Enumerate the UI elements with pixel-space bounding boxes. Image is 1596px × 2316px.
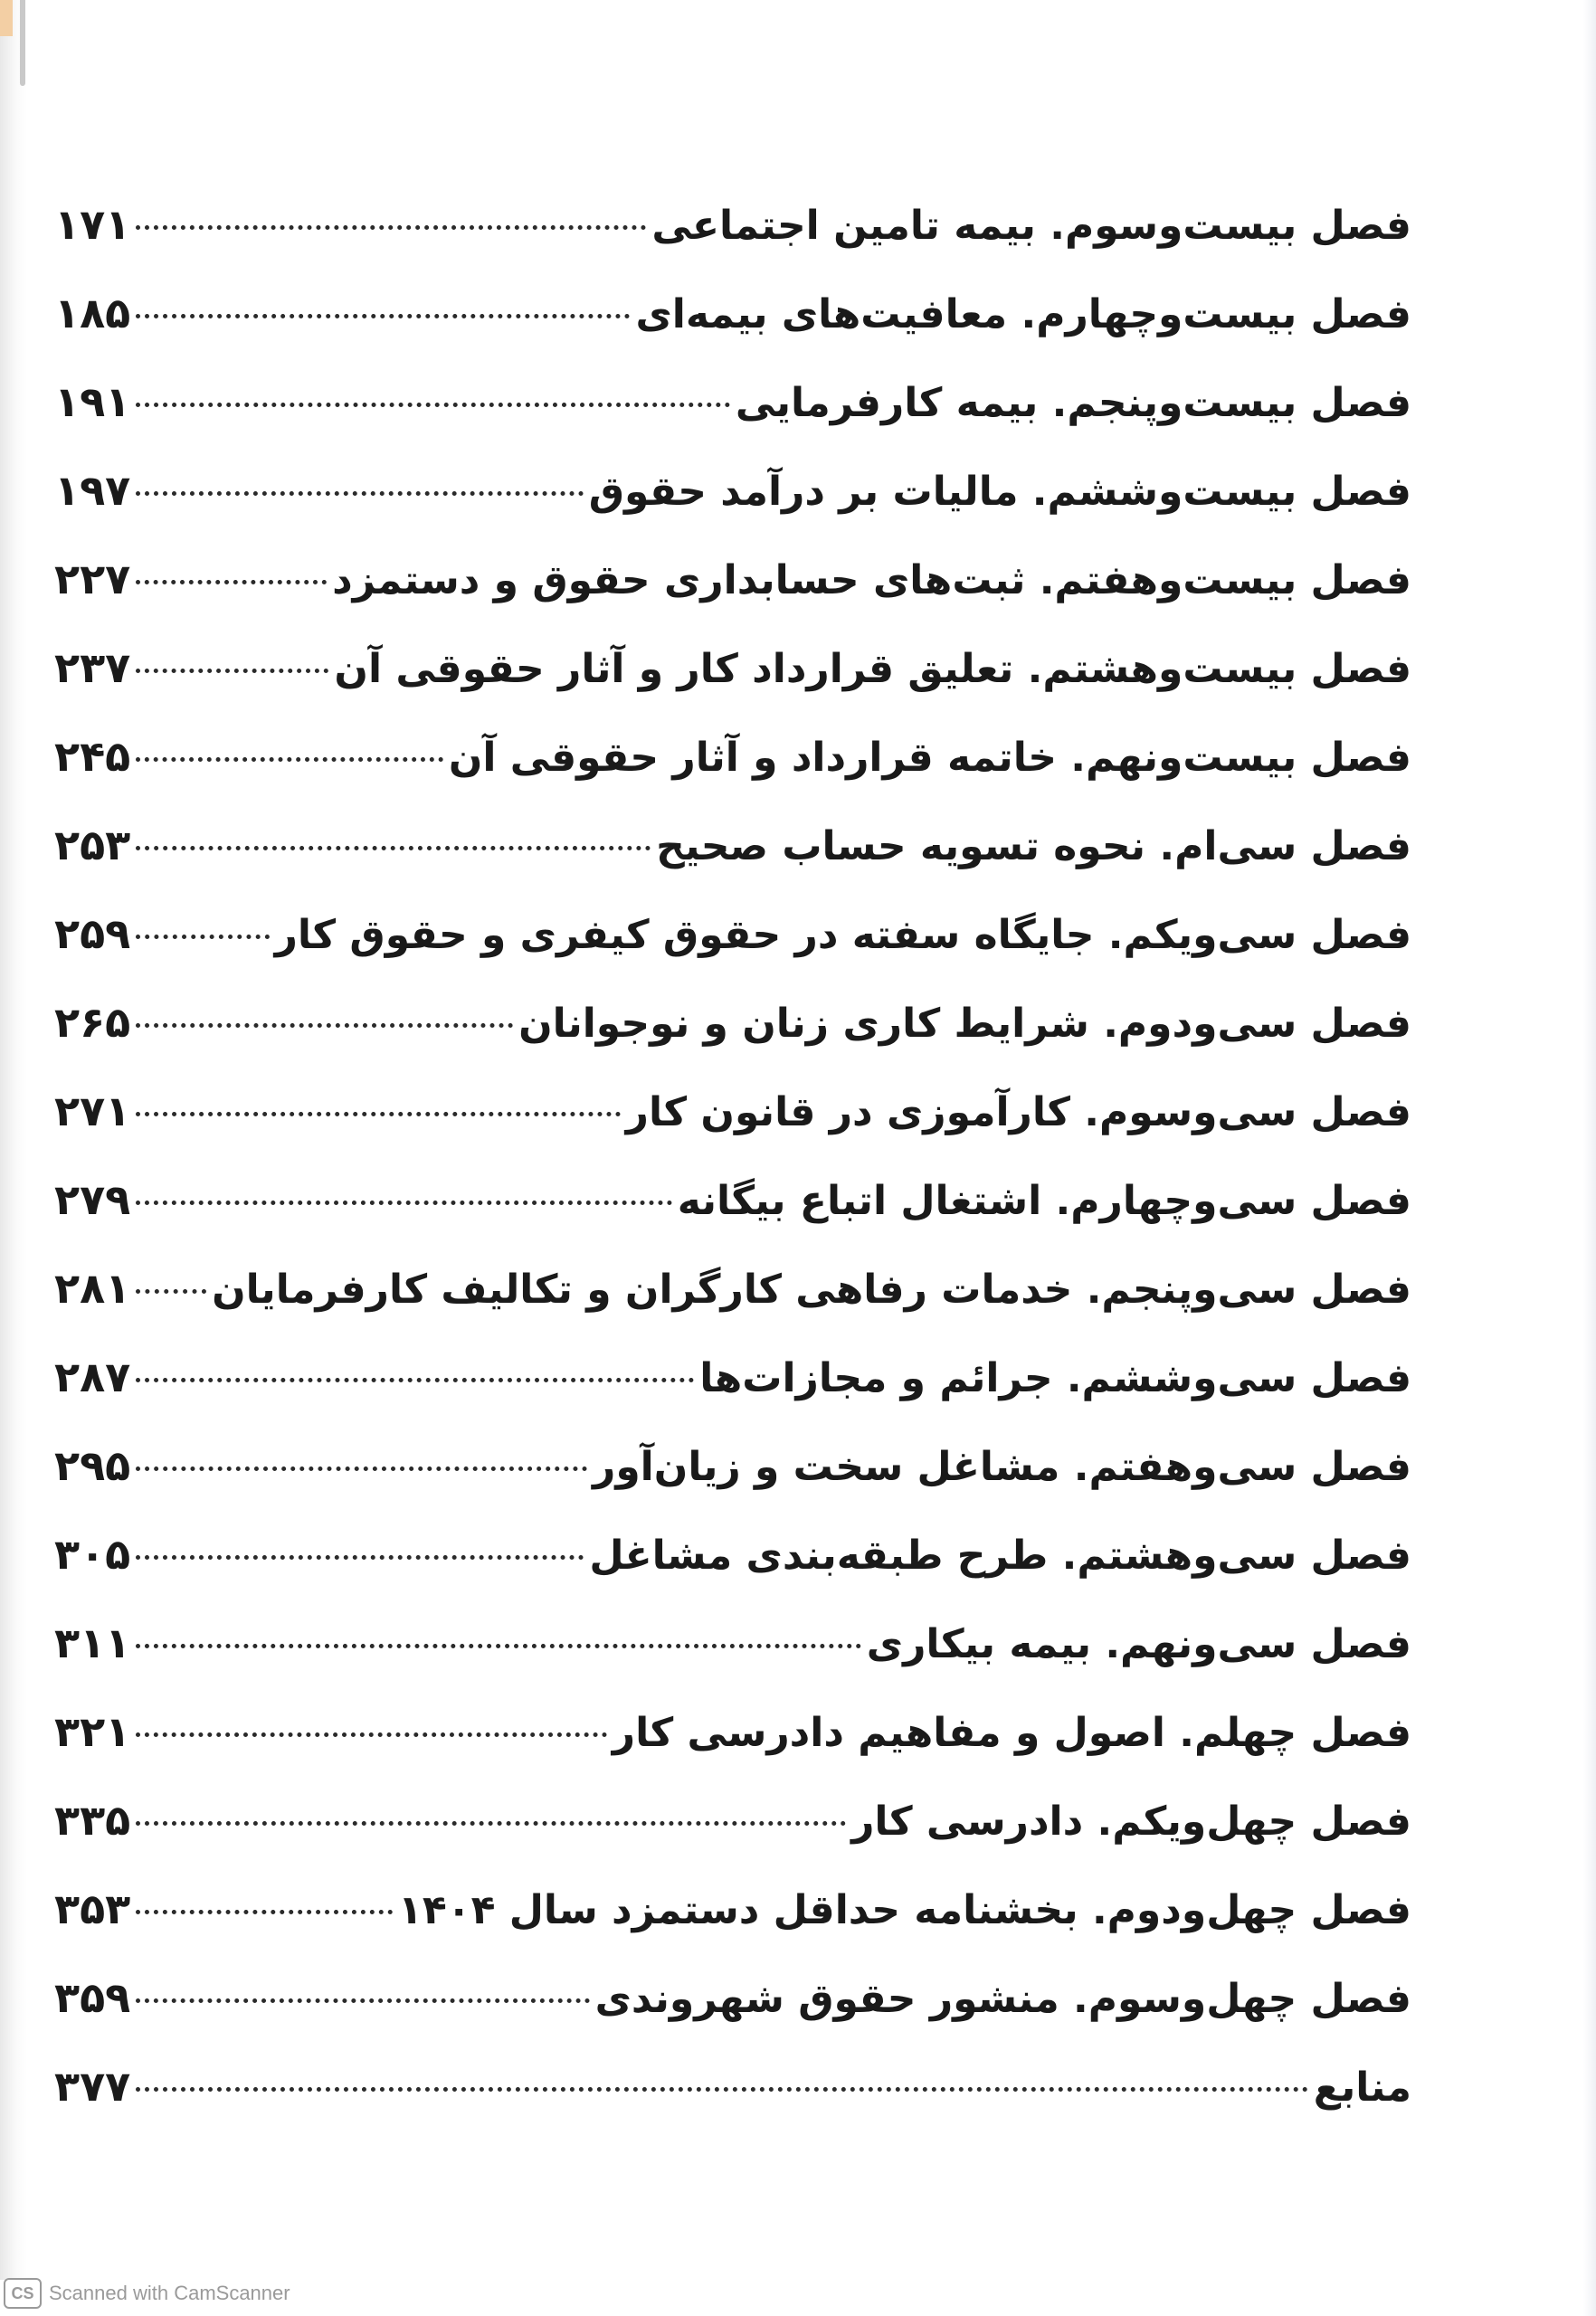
toc-entry-page-number: ۳۰۵ <box>54 1530 131 1579</box>
toc-entry-title: فصل بیست‌وهشتم. تعلیق قرارداد کار و آثار حقوقی آن <box>334 646 1411 692</box>
toc-entry <box>54 1350 1411 1438</box>
toc-entry <box>54 286 1411 375</box>
toc-dot-leader <box>136 1732 607 1737</box>
toc-entry-title: فصل سی‌ودوم. شرایط کاری زنان و نوجوانان <box>518 1001 1411 1047</box>
toc-dot-leader <box>136 1201 672 1205</box>
toc-entry <box>54 906 1411 995</box>
toc-entry <box>54 463 1411 552</box>
toc-entry-title: فصل سی‌ویکم. جایگاه سفته در حقوق کیفری و حقوق کار <box>274 912 1411 958</box>
toc-entry-title: فصل چهلم. اصول و مفاهیم دادرسی کار <box>612 1710 1411 1756</box>
toc-dot-leader <box>136 757 443 762</box>
toc-entry-page-number: ۲۹۵ <box>54 1441 131 1490</box>
toc-entry <box>54 375 1411 463</box>
toc-entry-page-number: ۲۵۹ <box>54 909 131 958</box>
toc-dot-leader <box>136 1466 587 1471</box>
toc-entry <box>54 1616 1411 1704</box>
toc-entry-page-number: ۳۱۱ <box>54 1618 131 1667</box>
toc-dot-leader <box>136 1555 584 1560</box>
toc-entry-title: منابع <box>1313 2064 1411 2111</box>
toc-entry-title: فصل سی‌وهفتم. مشاغل سخت و زیان‌آور <box>593 1444 1411 1490</box>
toc-entry-page-number: ۳۵۳ <box>54 1884 131 1933</box>
scanner-watermark <box>4 2278 290 2309</box>
toc-dot-leader <box>136 1910 393 1914</box>
toc-dot-leader <box>136 1998 589 2003</box>
toc-entry-page-number: ۱۷۱ <box>54 200 131 249</box>
toc-entry-title: فصل سی‌وششم. جرائم و مجازات‌ها <box>699 1355 1411 1401</box>
toc-entry <box>54 1793 1411 1882</box>
toc-dot-leader <box>136 1821 846 1826</box>
toc-dot-leader <box>136 403 730 407</box>
toc-dot-leader <box>136 314 630 318</box>
toc-entry-page-number: ۲۳۷ <box>54 643 131 692</box>
toc-entry-page-number: ۱۹۷ <box>54 466 131 515</box>
camscanner-logo-icon: CS <box>4 2278 42 2309</box>
toc-entry-title: فصل بیست‌ونهم. خاتمه قرارداد و آثار حقوقی آن <box>448 735 1411 781</box>
toc-entry <box>54 729 1411 818</box>
toc-entry-title: فصل بیست‌وسوم. بیمه تامین اجتماعی <box>651 203 1411 249</box>
toc-entry-title: فصل چهل‌ویکم. دادرسی کار <box>851 1799 1411 1845</box>
toc-entry-title: فصل سی‌وهشتم. طرح طبقه‌بندی مشاغل <box>589 1533 1411 1579</box>
toc-entry-page-number: ۲۸۷ <box>54 1353 131 1401</box>
toc-entry-title: فصل سی‌وچهارم. اشتغال اتباع بیگانه <box>677 1178 1411 1224</box>
toc-entry-page-number: ۱۹۱ <box>54 377 131 426</box>
toc-entry-page-number: ۲۲۷ <box>54 555 131 603</box>
toc-dot-leader <box>136 1644 861 1648</box>
toc-dot-leader <box>136 1023 513 1028</box>
toc-entry-page-number: ۲۷۱ <box>54 1087 131 1135</box>
toc-dot-leader <box>136 669 328 673</box>
toc-dot-leader <box>136 846 651 850</box>
toc-entry <box>54 1882 1411 1970</box>
toc-entry <box>54 1527 1411 1616</box>
toc-entry-title: فصل بیست‌وپنجم. بیمه کارفرمایی <box>735 380 1411 426</box>
toc-entry <box>54 995 1411 1084</box>
toc-entry-title: فصل بیست‌وهفتم. ثبت‌های حسابداری حقوق و دستمزد <box>332 557 1411 603</box>
toc-dot-leader <box>136 935 269 939</box>
page-corner-tint <box>0 0 13 36</box>
toc-entry-page-number: ۲۸۱ <box>54 1264 131 1313</box>
toc-dot-leader <box>136 1378 694 1382</box>
toc-dot-leader <box>136 580 327 584</box>
toc-entry <box>54 1970 1411 2059</box>
toc-entry-page-number: ۳۲۱ <box>54 1707 131 1756</box>
toc-entry-title: فصل سی‌وسوم. کارآموزی در قانون کار <box>625 1089 1411 1135</box>
toc-entry-page-number: ۲۵۳ <box>54 821 131 869</box>
toc-entry-page-number: ۲۷۹ <box>54 1175 131 1224</box>
toc-dot-leader <box>136 1289 206 1294</box>
toc-entry-page-number: ۲۶۵ <box>54 998 131 1047</box>
toc-entry <box>54 2059 1411 2148</box>
toc-dot-leader <box>136 1112 620 1116</box>
toc-entry-title: فصل چهل‌ودوم. بخشنامه حداقل دستمزد سال ۱۴۰۴ <box>398 1887 1411 1933</box>
toc-entry-page-number: ۳۳۵ <box>54 1796 131 1845</box>
toc-entry-page-number: ۲۴۵ <box>54 732 131 781</box>
toc-dot-leader <box>136 2087 1307 2092</box>
toc-entry-title: فصل سی‌ام. نحوه تسویه حساب صحیح <box>656 823 1411 869</box>
toc-entry-title: فصل سی‌ونهم. بیمه بیکاری <box>866 1621 1411 1667</box>
toc-entry <box>54 818 1411 906</box>
toc-dot-leader <box>136 491 583 496</box>
toc-entry-title: فصل بیست‌وچهارم. معافیت‌های بیمه‌ای <box>635 291 1411 337</box>
toc-entry <box>54 1704 1411 1793</box>
page-edge-right <box>1583 0 1596 2316</box>
toc-entry <box>54 1438 1411 1527</box>
table-of-contents <box>54 197 1411 2148</box>
toc-entry-title: فصل سی‌وپنجم. خدمات رفاهی کارگران و تکالیف کارفرمایان <box>212 1267 1411 1313</box>
toc-entry <box>54 1172 1411 1261</box>
toc-entry-page-number: ۳۷۷ <box>54 2062 131 2111</box>
toc-entry-title: فصل چهل‌وسوم. منشور حقوق شهروندی <box>594 1976 1411 2022</box>
toc-entry <box>54 197 1411 286</box>
toc-entry <box>54 641 1411 729</box>
toc-entry-title: فصل بیست‌وششم. مالیات بر درآمد حقوق <box>588 469 1411 515</box>
toc-entry <box>54 1084 1411 1172</box>
toc-entry <box>54 552 1411 641</box>
toc-dot-leader <box>136 225 646 230</box>
toc-entry-page-number: ۳۵۹ <box>54 1973 131 2022</box>
page-edge-shadow <box>0 0 27 2280</box>
scanner-watermark-text: Scanned with CamScanner <box>49 2282 290 2304</box>
toc-entry-page-number: ۱۸۵ <box>54 289 131 337</box>
page-corner-mark <box>20 0 25 86</box>
toc-entry <box>54 1261 1411 1350</box>
